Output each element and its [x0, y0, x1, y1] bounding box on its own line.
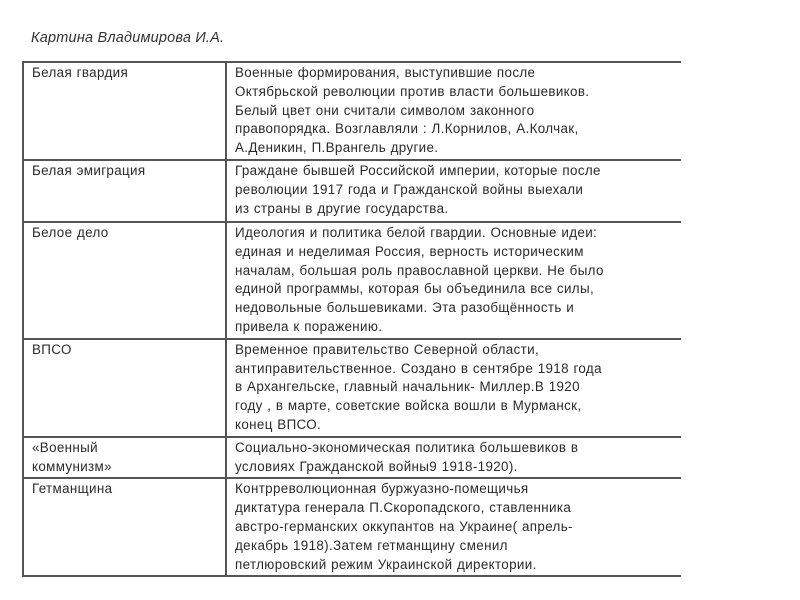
- term-cell: Гетманщина: [23, 478, 226, 576]
- term-cell: Белое дело: [23, 222, 226, 339]
- term-cell: [23, 437, 226, 479]
- term-line: коммунизм»: [32, 458, 112, 474]
- definition-line: диктатура генерала П.Скоропадского, ставленника: [235, 500, 572, 516]
- definition-line: А.Деникин, П.Врангель другие.: [235, 140, 439, 156]
- definition-line: Социально-экономическая политика большевиков в: [235, 439, 579, 455]
- document-title: Картина Владимирова И.А.: [31, 30, 225, 46]
- definition-cell: [226, 160, 681, 222]
- definition-cell: [226, 222, 681, 339]
- definition-cell: [226, 437, 681, 479]
- table-row: [23, 339, 681, 437]
- definition-line: Граждане бывшей Российской империи, которые после: [235, 162, 601, 178]
- table-row: [23, 160, 681, 222]
- table-row: [23, 478, 681, 576]
- definition-line: конец ВПСО.: [235, 416, 322, 432]
- terms-table: [22, 61, 681, 577]
- definition-line: Белый цвет они считали символом законного: [235, 102, 535, 118]
- definition-line: Военные формирования, выступившие после: [235, 65, 536, 80]
- table-row: [23, 222, 681, 339]
- definition-line: революции 1917 года и Гражданской войны выехали: [235, 181, 584, 197]
- table-row: [23, 62, 681, 160]
- definition-line: австро-германских оккупантов на Украине( апрель-: [235, 518, 573, 534]
- definition-line: году , в марте, советские войска вошли в Мурманск,: [235, 398, 582, 414]
- term-cell: ВПСО: [23, 339, 226, 437]
- definition-line: петлюровский режим Украинской директории.: [235, 556, 537, 572]
- term-line: «Военный: [32, 439, 98, 455]
- definition-line: привела к поражению.: [235, 318, 383, 334]
- definition-line: единой программы, которая бы объединила все силы,: [235, 281, 595, 297]
- definition-line: антиправительственное. Создано в сентябре 1918 года: [235, 360, 602, 376]
- definition-cell: [226, 478, 681, 576]
- definition-cell: [226, 62, 681, 160]
- definition-line: Контрреволюционная буржуазно-помещичья: [235, 481, 529, 497]
- definition-line: единая и неделимая Россия, верность историческим: [235, 243, 584, 259]
- table-row: [23, 437, 681, 479]
- definition-line: недовольные большевиками. Эта разобщённость и: [235, 300, 575, 316]
- definition-line: из страны в другие государства.: [235, 200, 449, 216]
- definition-cell: [226, 339, 681, 437]
- definition-line: Временное правительство Северной области,: [235, 341, 540, 357]
- definition-line: декабрь 1918).Затем гетманщину сменил: [235, 537, 508, 553]
- definition-line: началам, большая роль православной церкви. Не было: [235, 262, 604, 278]
- definition-line: условиях Гражданской войны9 1918-1920).: [235, 458, 518, 474]
- definition-line: в Архангельске, главный начальник- Миллер.В 1920: [235, 379, 580, 395]
- definition-line: Октябрьской революции против власти большевиков.: [235, 83, 590, 99]
- definition-line: правопорядка. Возглавляли : Л.Корнилов, А.Колчак,: [235, 121, 579, 137]
- definition-line: Идеология и политика белой гвардии. Основные идеи:: [235, 224, 598, 240]
- term-cell: Белая гвардия: [23, 62, 226, 160]
- term-cell: Белая эмиграция: [23, 160, 226, 222]
